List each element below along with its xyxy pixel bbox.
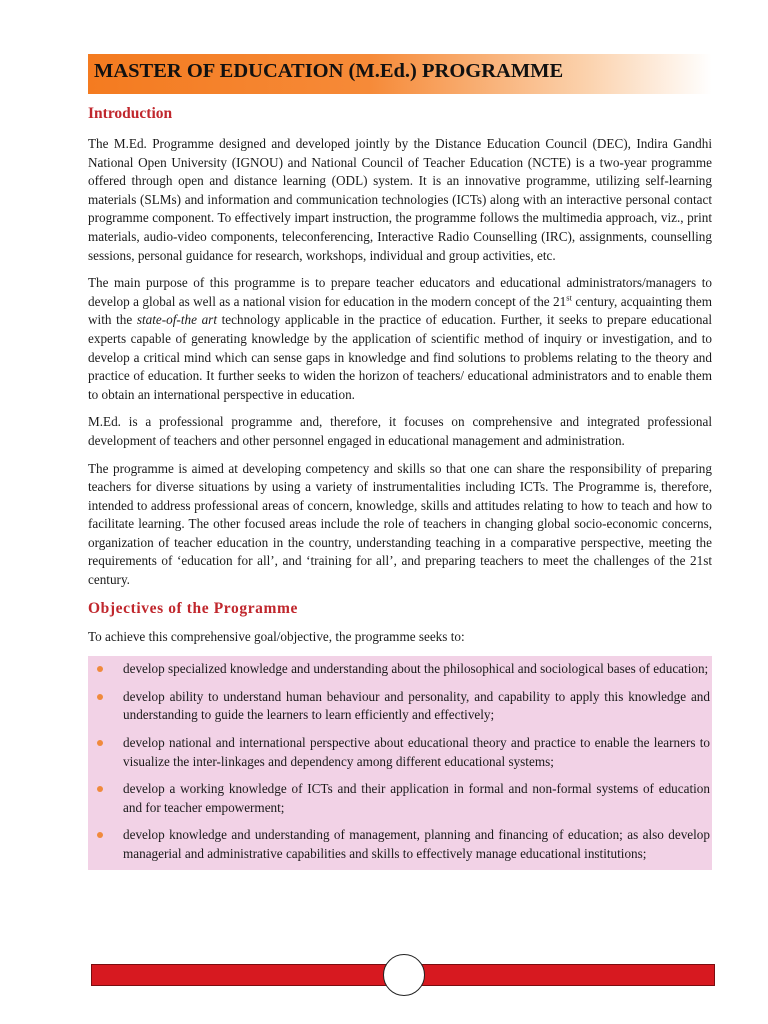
document-page <box>88 54 712 870</box>
objectives-heading: Objectives of the Programme <box>88 599 299 617</box>
objective-text: develop knowledge and understanding of management, planning and financing of education; as also develop managerial and administrative capabilities and skills to effectively manage educational institutions; <box>123 827 710 861</box>
superscript-st: st <box>566 292 572 303</box>
intro-paragraph-1: The M.Ed. Programme designed and developed jointly by the Distance Education Council (DEC), Indira Gandhi National Open University (IGNOU) and National Council of Teacher Education (NCTE) is a two-year programme offered through open and distance learning (ODL) system. It is an innovative programme, utilizing self-learning materials (SLMs) and information and communication technologies (ICTs) along with an interactive personal contact programme component. To effectively impart instruction, the programme follows the multimedia approach, viz., print materials, audio-video components, teleconferencing, Interactive Radio Counselling (IRC), assignments, counselling sessions, personal guidance for research, workshops, individual and group activities, etc. <box>88 136 712 263</box>
page-title: MASTER OF EDUCATION (M.Ed.) PROGRAMME <box>88 54 712 94</box>
objective-item <box>88 780 712 817</box>
page-number-circle <box>383 954 425 996</box>
bullet-icon <box>97 694 103 700</box>
objective-text: develop national and international perspective about educational theory and practice to enable the learners to visualize the inter-linkages and dependency among different educational systems; <box>123 735 710 769</box>
intro-paragraph-2-part-c: technology applicable in the practice of education. Further, it seeks to prepare educational experts capable of generating knowledge by the application of scientific method of inquiry or investigation, and to develop a critical mind which can sense gaps in knowledge and find solutions to problems relating to the theory and practice of education. It further seeks to widen the horizon of teachers/ educational administrators and to enable them to obtain an international perspective in education. <box>88 312 712 402</box>
objective-text: develop a working knowledge of ICTs and their application in formal and non-formal systems of education and for teacher empowerment; <box>123 781 710 815</box>
bullet-icon <box>97 740 103 746</box>
objective-text: develop ability to understand human behaviour and personality, and capability to apply this knowledge and understanding to guide the learners to learn efficiently and effectively; <box>123 688 710 723</box>
intro-paragraph-2-part-b: century, acquainting them with the <box>88 293 713 328</box>
objective-item <box>88 660 712 679</box>
intro-paragraph-2-emphasis: state-of-the art <box>136 312 217 328</box>
objectives-list <box>88 656 712 869</box>
intro-paragraph-3: M.Ed. is a professional programme and, therefore, it focuses on comprehensive and integrated professional development of teachers and other personnel engaged in educational management and administration. <box>88 414 712 448</box>
objectives-lead: To achieve this comprehensive goal/objective, the programme seeks to: <box>88 628 465 644</box>
bullet-icon <box>97 786 103 792</box>
objective-item <box>88 826 712 863</box>
bullet-icon <box>97 832 103 838</box>
objective-text: develop specialized knowledge and understanding about the philosophical and sociological bases of education; <box>123 661 709 677</box>
intro-paragraph-2 <box>88 274 712 404</box>
intro-paragraph-4: The programme is aimed at developing competency and skills so that one can share the responsibility of preparing teachers for diverse situations by using a variety of instrumentalities including ICTs. The Programme is, therefore, intended to address professional areas of concern, knowledge, skills and attitudes relating to how to teach and how to facilitate learning. The other focused areas include the role of teachers in changing global socio-economic concerns, organization of teacher education in the country, understanding teaching in a comparative perspective, meeting the requirements of ‘education for all’, and ‘training for all’, and preparing teachers to meet the challenges of the 21st century. <box>88 460 712 588</box>
objective-item <box>88 688 712 725</box>
bullet-icon <box>97 666 103 672</box>
intro-paragraph-2-part-a: The main purpose of this programme is to prepare teacher educators and educational administrators/managers to develop a global as well as a national vision for education in the modern concept of the 21 <box>88 275 712 309</box>
introduction-heading: Introduction <box>88 105 173 122</box>
objective-item <box>88 734 712 771</box>
